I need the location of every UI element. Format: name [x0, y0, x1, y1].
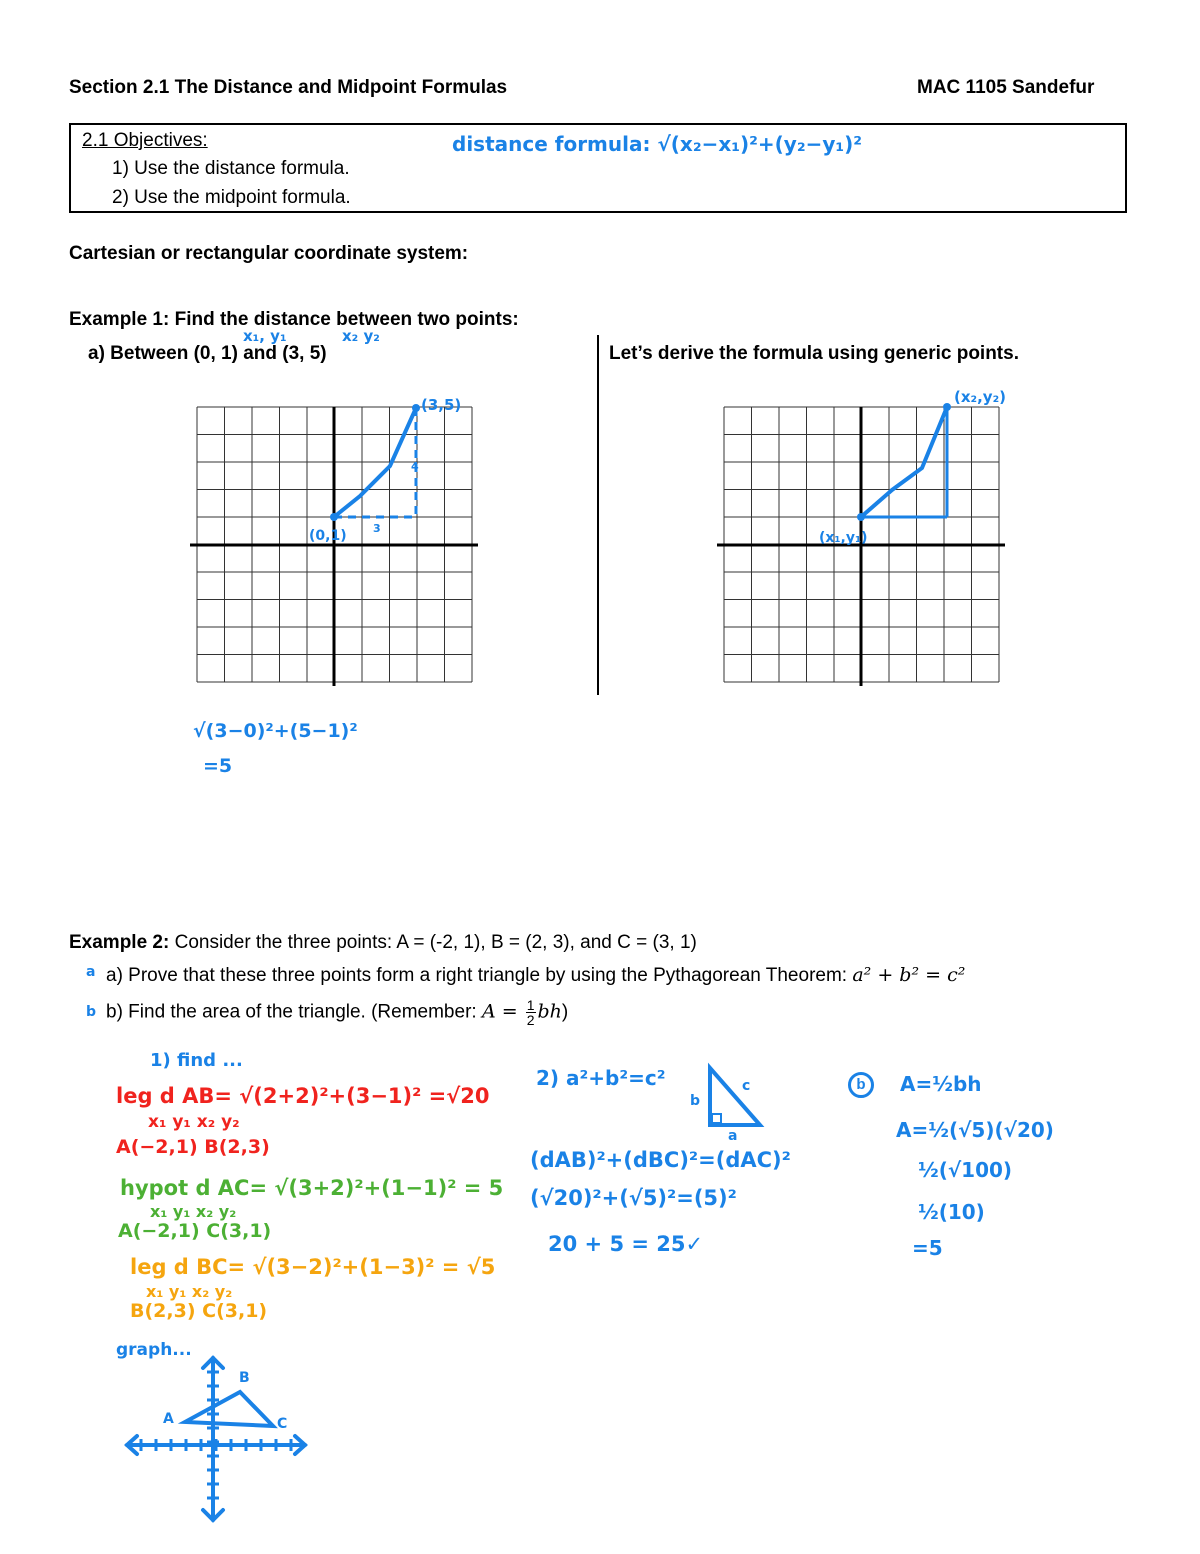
and-word: and [580, 932, 618, 953]
graph-2-label-a: (x₁,y₁) [819, 530, 868, 546]
work-graph-label: graph... [116, 1340, 192, 1360]
graph-1 [185, 380, 495, 700]
pythagorean-line-3: 20 + 5 = 25✓ [548, 1232, 704, 1256]
sketch-triangle [185, 1392, 273, 1426]
course-label: MAC 1105 Sandefur [917, 77, 1095, 98]
page-title: Section 2.1 The Distance and Midpoint Formulas [69, 77, 508, 98]
graph-2-point-b [943, 403, 951, 411]
graph-1-label-a: (0,1) [309, 528, 347, 544]
graph-2-point-a [857, 513, 865, 521]
graph-1-side-bottom: 3 [373, 522, 381, 535]
pythagorean-line-1: (dAB)²+(dBC)²=(dAC)² [530, 1148, 791, 1172]
part-a-bullet: a [86, 964, 96, 980]
example2-intro: Consider the three points: [169, 932, 397, 953]
work-distance-bc: leg d BC= √(3−2)²+(1−3)² = √5 [130, 1255, 496, 1279]
pythagorean-equation: a² + b² = c² [852, 964, 966, 986]
sketch-label-c: C [277, 1416, 288, 1432]
right-angle-mark [712, 1114, 721, 1123]
tri-label-c: c [742, 1078, 751, 1094]
area-line-3: ½(√100) [918, 1158, 1013, 1182]
graph-2 [712, 380, 1022, 700]
graph-2-label-b: (x₂,y₂) [954, 388, 1007, 406]
pythagorean-line-2: (√20)²+(√5)²=(5)² [530, 1186, 737, 1210]
point-c: C = (3, 1) [617, 932, 697, 953]
example2-part-a [106, 964, 965, 987]
column-divider [597, 335, 599, 695]
sketch-label-b: B [239, 1370, 250, 1386]
area-line-5: =5 [912, 1236, 943, 1260]
graph-1-point-a [330, 513, 338, 521]
tri-label-a: a [728, 1128, 738, 1140]
work-bc-labels: x₁ y₁ x₂ y₂ [146, 1282, 233, 1301]
graph-1-work-line-1: √(3−0)²+(5−1)² [193, 720, 358, 742]
one-half-fraction: $\frac{1}{2}$ [526, 997, 535, 1028]
cartesian-heading: Cartesian or rectangular coordinate system: [69, 243, 469, 264]
objectives-heading: 2.1 Objectives: [82, 130, 208, 151]
pythagorean-step: 2) a²+b²=c² [536, 1066, 666, 1090]
objective-2: 2) Use the midpoint formula. [112, 187, 351, 208]
work-distance-ac: hypot d AC= √(3+2)²+(1−1)² = 5 [120, 1176, 504, 1200]
area-formula-bh: bh [537, 1000, 562, 1023]
triangle-sketch [115, 1350, 315, 1530]
work-ac-labels: x₁ y₁ x₂ y₂ [150, 1202, 237, 1221]
work-distance-ab: leg d AB= √(2+2)²+(3−1)² =√20 [116, 1084, 490, 1108]
example1-part-a: a) Between (0, 1) and (3, 5) [88, 343, 327, 364]
work-ac-points: A(−2,1) C(3,1) [118, 1220, 272, 1242]
tri-label-b: b [690, 1093, 701, 1109]
work-bc-points: B(2,3) C(3,1) [130, 1300, 268, 1322]
example2-part-b [106, 998, 568, 1027]
graph-1-work-line-2: =5 [203, 755, 233, 777]
work-ab-labels: x₁ y₁ x₂ y₂ [148, 1112, 240, 1132]
graph-1-side-right: 4 [411, 460, 419, 473]
area-line-2: A=½(√5)(√20) [896, 1118, 1054, 1142]
distance-formula-note: distance formula: √(x₂−x₁)²+(y₂−y₁)² [452, 132, 863, 156]
graph-1-label-b: (3,5) [421, 396, 462, 414]
part-b-circle: b [848, 1072, 874, 1098]
objective-1: 1) Use the distance formula. [112, 158, 350, 179]
sketch-label-a: A [163, 1411, 174, 1427]
part-b-bullet: b [86, 1004, 97, 1020]
area-line-4: ½(10) [918, 1200, 985, 1224]
right-triangle [710, 1068, 760, 1125]
part-b-text: b) Find the area of the triangle. (Remember: [106, 1001, 482, 1023]
ex1-label-x1y1: x₁, y₁ [243, 327, 287, 345]
example2-label: Example 2: [69, 932, 170, 953]
area-formula-lhs: A = [481, 1000, 524, 1023]
work-ab-points: A(−2,1) B(2,3) [116, 1136, 270, 1158]
point-a: A = (-2, 1), [396, 932, 491, 953]
area-line-1: A=½bh [900, 1072, 982, 1096]
ex1-label-x2y2: x₂ y₂ [342, 327, 380, 345]
example1-derive: Let’s derive the formula using generic points. [609, 343, 1019, 364]
point-b: B = (2, 3), [490, 932, 581, 953]
right-triangle-sketch [680, 1060, 780, 1140]
work-step-1: 1) find ... [150, 1050, 243, 1071]
part-a-text: a) Prove that these three points form a right triangle by using the Pythagorean Theorem: [106, 965, 853, 986]
example2-line [69, 932, 697, 954]
sketch-ticks [141, 1372, 291, 1498]
example1-heading: Example 1: Find the distance between two points: [69, 309, 519, 330]
graph-1-point-b [412, 404, 420, 412]
part-b-close: ) [561, 1001, 569, 1023]
